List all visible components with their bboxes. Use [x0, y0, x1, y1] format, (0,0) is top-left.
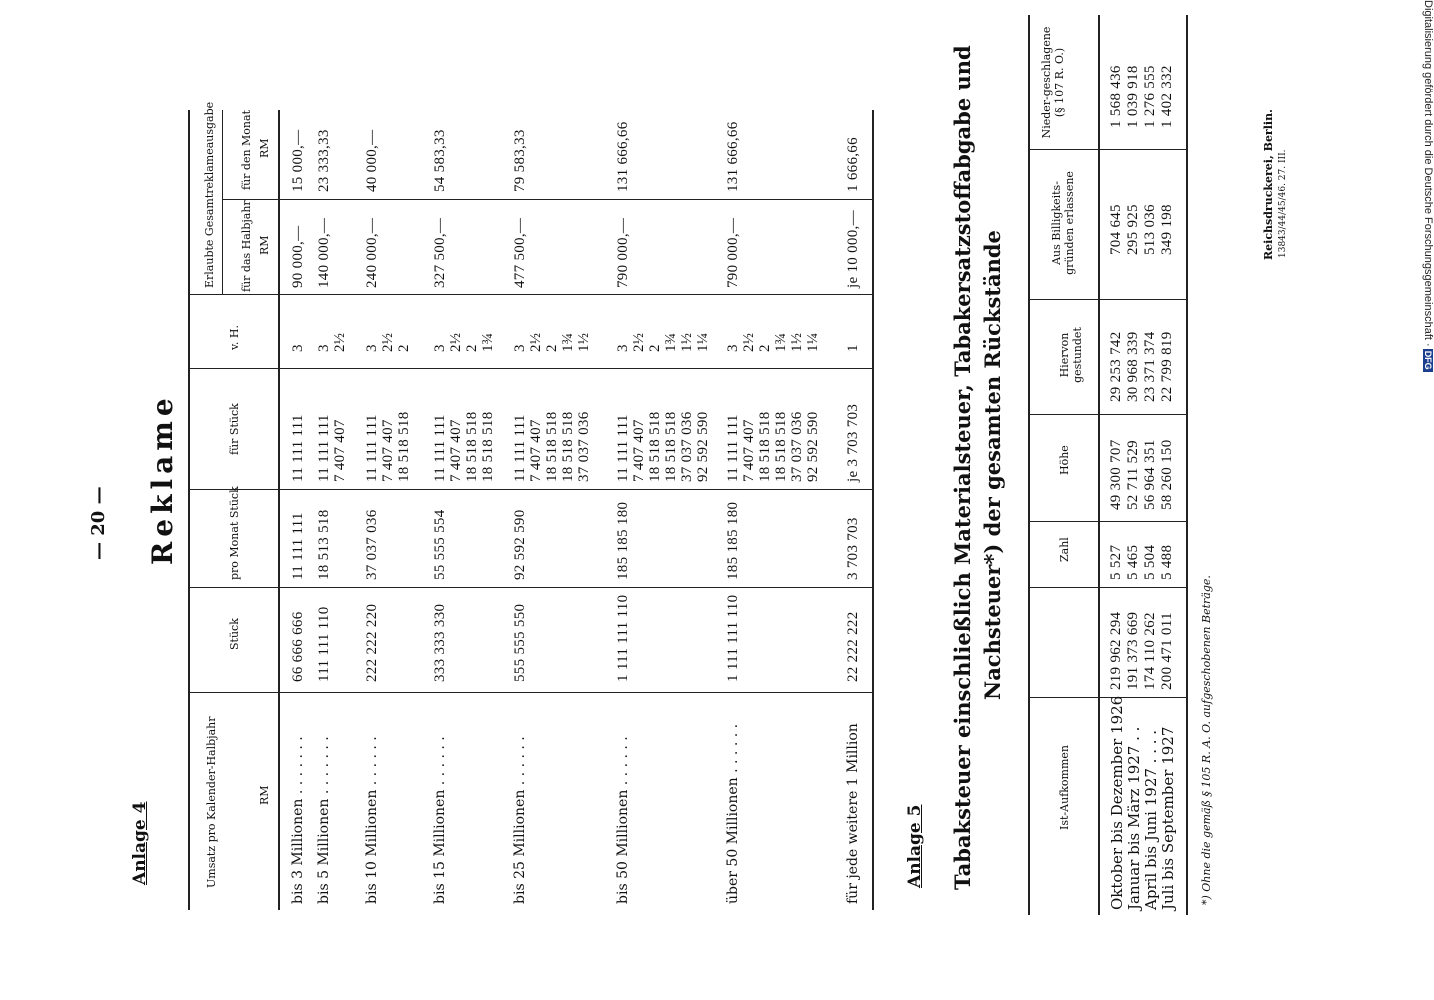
cell-pro-monat: 185 185 180 — [615, 501, 631, 580]
cell-gestundet: 30 968 339 — [1125, 331, 1141, 402]
cell-ist: 191 373 669 — [1125, 611, 1141, 690]
cell-fuer-stueck: 18 518 518 — [480, 411, 496, 482]
row-label: bis 5 Millionen . . . . . . . — [316, 736, 332, 904]
cell-ist: 200 471 011 — [1159, 612, 1175, 690]
cell-fuer-stueck: 18 518 518 — [396, 411, 412, 482]
cell-gestundet: 22 799 819 — [1159, 331, 1175, 402]
cell-vh: 1½ — [679, 332, 695, 352]
cell-zahl: 5 527 — [1108, 544, 1124, 580]
header-vh: v. H. — [228, 325, 241, 350]
header-halbjahr: für das Halbjahr — [240, 200, 253, 292]
cell-vh: 1 — [845, 344, 861, 352]
row-label: bis 10 Millionen . . . . . . — [364, 736, 380, 904]
cell-pro-monat: 18 513 518 — [316, 509, 332, 580]
cell-stueck: 111 111 110 — [316, 606, 332, 682]
cell-billigkeit: 295 925 — [1125, 204, 1141, 255]
cell-fuer-stueck: 18 518 518 — [757, 411, 773, 482]
cell-fuer-stueck: 11 111 111 — [290, 414, 306, 482]
cell-fuer-stueck: 11 111 111 — [432, 414, 448, 482]
cell-fuer-stueck: 18 518 518 — [647, 411, 663, 482]
cell-rm-monat: 131 666,66 — [615, 121, 631, 192]
cell-pro-monat: 3 703 703 — [845, 517, 861, 580]
dfg-sidebar — [1420, 0, 1434, 1000]
row-label: über 50 Millionen . . . . . . — [725, 723, 741, 904]
cell-vh: 2½ — [741, 332, 757, 352]
cell-vh: 3 — [725, 344, 741, 352]
cell-gestundet: 29 253 742 — [1108, 331, 1124, 402]
cell-halbjahr: 140 000,— — [316, 217, 332, 288]
cell-billigkeit: 704 645 — [1108, 204, 1124, 255]
cell-vh: 2 — [396, 344, 412, 352]
cell-halbjahr: 327 500,— — [432, 217, 448, 288]
cell-fuer-stueck: 7 407 407 — [448, 419, 464, 482]
cell-rm-monat: 23 333,33 — [316, 129, 332, 192]
dfg-sidebar-text: Digitalisierung gefördert durch die Deutsche Forschungsgemeinschaft · — [1422, 0, 1434, 347]
row-label: bis 3 Millionen . . . . . . . — [290, 736, 306, 904]
anlage4-title: Reklame — [146, 393, 179, 565]
header-monat-unit: RM — [258, 138, 271, 158]
cell-hoehe: 49 300 707 — [1108, 439, 1124, 510]
footnote: *) Ohne die gemäß § 105 R. A. O. aufgeschobenen Beträge. — [1200, 575, 1213, 905]
cell-fuer-stueck: 18 518 518 — [773, 411, 789, 482]
cell-vh: 2 — [544, 344, 560, 352]
anlage5-label: Anlage 5 — [905, 804, 925, 888]
cell-vh: 1¾ — [663, 332, 679, 352]
cell-vh: 2 — [464, 344, 480, 352]
cell-vh: 1½ — [576, 332, 592, 352]
dfg-logo: DFG — [1423, 350, 1433, 370]
header-stueck: Stück — [228, 618, 241, 650]
cell-pro-monat: 55 555 554 — [432, 509, 448, 580]
header-ist: Ist-Aufkommen — [1058, 745, 1071, 830]
anlage5-title-line1: Tabaksteuer einschließlich Materialsteuer, Tabakersatzstoffabgabe und — [950, 45, 975, 890]
cell-vh: 1¾ — [480, 332, 496, 352]
cell-fuer-stueck: 11 111 111 — [512, 414, 528, 482]
cell-rm-monat: 54 583,33 — [432, 129, 448, 192]
cell-halbjahr: je 10 000,— — [845, 210, 861, 288]
cell-vh: 2½ — [332, 332, 348, 352]
period-label: Juli bis September 1927 — [1159, 726, 1177, 910]
cell-halbjahr: 90 000,— — [290, 225, 306, 288]
header-monat: für den Monat — [240, 110, 253, 190]
cell-stueck: 333 333 330 — [432, 603, 448, 682]
cell-vh: 3 — [290, 344, 306, 352]
printer-imprint: Reichsdruckerei, Berlin. — [1262, 109, 1275, 260]
cell-fuer-stueck: 18 518 518 — [663, 411, 679, 482]
period-label: Oktober bis Dezember 1926 — [1108, 695, 1126, 910]
cell-rm-monat: 79 583,33 — [512, 129, 528, 192]
cell-stueck: 22 222 222 — [845, 611, 861, 682]
header-billigkeit: Aus Billigkeits-gründen erlassene — [1050, 171, 1076, 275]
cell-gestundet: 23 371 374 — [1142, 331, 1158, 402]
cell-pro-monat: 37 037 036 — [364, 509, 380, 580]
header-gestundet: Hiervon gestundet — [1058, 327, 1084, 383]
cell-niedergeschlagen: 1 402 332 — [1159, 65, 1175, 128]
cell-fuer-stueck: 92 592 590 — [805, 411, 821, 482]
cell-niedergeschlagen: 1 276 555 — [1142, 65, 1158, 128]
period-label: April bis Juni 1927 . . . . — [1142, 729, 1160, 910]
cell-vh: 1½ — [789, 332, 805, 352]
cell-vh: 1¾ — [560, 332, 576, 352]
cell-fuer-stueck: 18 518 518 — [464, 411, 480, 482]
cell-niedergeschlagen: 1 039 918 — [1125, 65, 1141, 128]
header-umsatz: Umsatz pro Kalender-Halbjahr — [205, 716, 218, 888]
cell-vh: 3 — [316, 344, 332, 352]
header-hoehe: Höhe — [1058, 445, 1071, 475]
cell-fuer-stueck: 37 037 036 — [789, 411, 805, 482]
cell-billigkeit: 349 198 — [1159, 204, 1175, 255]
cell-fuer-stueck: 7 407 407 — [741, 419, 757, 482]
period-label: Januar bis März 1927 . . — [1125, 726, 1143, 910]
cell-fuer-stueck: 18 518 518 — [544, 411, 560, 482]
cell-fuer-stueck: 7 407 407 — [528, 419, 544, 482]
cell-halbjahr: 240 000,— — [364, 217, 380, 288]
cell-fuer-stueck: 11 111 111 — [725, 414, 741, 482]
cell-vh: 3 — [364, 344, 380, 352]
cell-billigkeit: 513 036 — [1142, 204, 1158, 255]
cell-zahl: 5 504 — [1142, 544, 1158, 580]
row-label: bis 50 Millionen . . . . . . — [615, 736, 631, 904]
header-pro-monat: pro Monat Stück — [228, 486, 241, 580]
cell-vh: 1¼ — [695, 332, 711, 352]
cell-rm-monat: 131 666,66 — [725, 121, 741, 192]
cell-pro-monat: 11 111 111 — [290, 512, 306, 580]
header-erlaubte: Erlaubte Gesamtreklameausgabe — [203, 101, 216, 288]
page-number: — 20 — — [88, 486, 109, 560]
cell-fuer-stueck: 7 407 407 — [380, 419, 396, 482]
header-fuer-stueck: für Stück — [228, 403, 241, 455]
cell-fuer-stueck: 7 407 407 — [332, 419, 348, 482]
cell-fuer-stueck: 11 111 111 — [364, 414, 380, 482]
cell-vh: 2½ — [380, 332, 396, 352]
row-label: bis 15 Millionen . . . . . . — [432, 736, 448, 904]
cell-vh: 2 — [757, 344, 773, 352]
cell-stueck: 1 111 111 110 — [725, 594, 741, 682]
cell-fuer-stueck: 92 592 590 — [695, 411, 711, 482]
cell-halbjahr: 477 500,— — [512, 217, 528, 288]
cell-fuer-stueck: 37 037 036 — [576, 411, 592, 482]
anlage4-label: Anlage 4 — [130, 801, 150, 885]
cell-halbjahr: 790 000,— — [615, 217, 631, 288]
header-halbjahr-unit: RM — [258, 235, 271, 255]
cell-niedergeschlagen: 1 568 436 — [1108, 65, 1124, 128]
row-label: für jede weitere 1 Million — [845, 723, 861, 904]
cell-stueck: 66 666 666 — [290, 611, 306, 682]
cell-fuer-stueck: 18 518 518 — [560, 411, 576, 482]
cell-vh: 2 — [647, 344, 663, 352]
row-label: bis 25 Millionen . . . . . . — [512, 736, 528, 904]
cell-ist: 174 110 262 — [1142, 612, 1158, 690]
header-zahl: Zahl — [1058, 537, 1071, 562]
cell-hoehe: 58 260 150 — [1159, 439, 1175, 510]
cell-fuer-stueck: 37 037 036 — [679, 411, 695, 482]
cell-zahl: 5 488 — [1159, 544, 1175, 580]
cell-vh: 3 — [615, 344, 631, 352]
cell-fuer-stueck: 7 407 407 — [631, 419, 647, 482]
cell-vh: 2½ — [528, 332, 544, 352]
printer-code: 13843/44/45/46. 27. III. — [1278, 149, 1288, 258]
cell-vh: 3 — [432, 344, 448, 352]
cell-fuer-stueck: 11 111 111 — [316, 414, 332, 482]
cell-fuer-stueck: je 3 703 703 — [845, 403, 861, 482]
header-umsatz-unit: RM — [258, 785, 271, 805]
cell-rm-monat: 40 000,— — [364, 129, 380, 192]
cell-vh: 2½ — [631, 332, 647, 352]
cell-vh: 1¾ — [773, 332, 789, 352]
cell-stueck: 555 555 550 — [512, 603, 528, 682]
cell-vh: 1¼ — [805, 332, 821, 352]
cell-hoehe: 52 711 529 — [1125, 440, 1141, 510]
cell-vh: 2½ — [448, 332, 464, 352]
cell-stueck: 1 111 111 110 — [615, 594, 631, 682]
cell-ist: 219 962 294 — [1108, 611, 1124, 690]
cell-vh: 3 — [512, 344, 528, 352]
cell-rm-monat: 1 666,66 — [845, 137, 861, 192]
cell-zahl: 5 465 — [1125, 544, 1141, 580]
cell-fuer-stueck: 11 111 111 — [615, 414, 631, 482]
header-niedergeschlagen: Nieder-geschlagene (§ 107 R. O.) — [1040, 26, 1066, 139]
cell-pro-monat: 185 185 180 — [725, 501, 741, 580]
cell-rm-monat: 15 000,— — [290, 129, 306, 192]
cell-hoehe: 56 964 351 — [1142, 439, 1158, 510]
cell-stueck: 222 222 220 — [364, 603, 380, 682]
anlage5-title-line2: Nachsteuer*) der gesamten Rückstände — [980, 230, 1005, 700]
cell-halbjahr: 790 000,— — [725, 217, 741, 288]
cell-pro-monat: 92 592 590 — [512, 509, 528, 580]
